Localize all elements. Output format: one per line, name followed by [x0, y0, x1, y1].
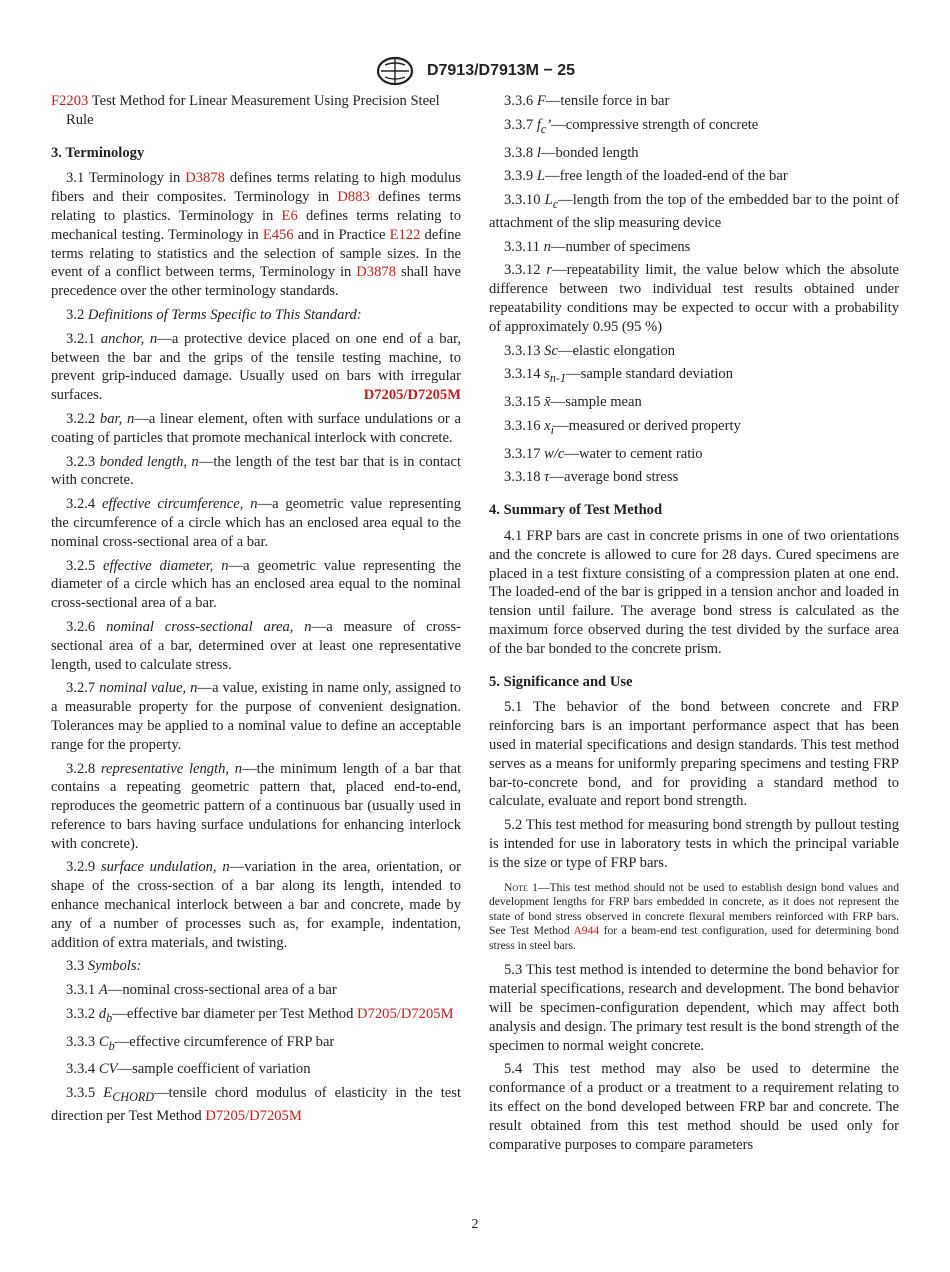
link-e122[interactable]: E122 [389, 226, 421, 243]
link-e6[interactable]: E6 [281, 207, 298, 224]
left-column [51, 92, 461, 1131]
para-3-2: 3.2 Definitions of Terms Specific to This Standard: [66, 306, 362, 323]
para-3-2-1: 3.2.1 anchor, n—a protective device placed on one end of a bar, between the bar and the grips of the tensile testing machine, to prevent grip-induced damage. Usually used on bars with irregular surfaces. D7205/D7205M [51, 330, 461, 404]
para-3-3: 3.3 Symbols: [66, 958, 142, 975]
symbol-3-3-17: 3.3.17 w/c—water to cement ratio [504, 445, 703, 462]
symbol-3-3-5: 3.3.5 $E_{CHORD}—tensile$ chord modulus of elasticity in the test direction per Test Method D7205/D7205M [51, 1085, 462, 1124]
symbol-3-3-12: 3.3.12 r—repeatability limit, the value below which the absolute difference between two individual test results obtained under repeatability conditions may be expected to occur with a probability of approximately 0.95 (95 %) [489, 262, 899, 335]
para-4-1: 4.1 FRP bars are cast in concrete prisms in one of two orientations and the concrete is allowed to cure for 28 days. Cured specimens are placed in a test fixture consisting of a compression platen at one end. The loaded-end of the bar is gripped in a tension anchor and loaded in tension until failure. The average bond stress is calculated as the maximum force observed during the test divided by the surface area of the bar bonded to the concrete prism. [489, 527, 899, 657]
para-3-1: 3.1 Terminology in D3878 defines terms relating to high modulus fibers and their composites. Terminology in D883 defines terms relating to plastics. Terminology in E6 defines terms relating to mechanical testing. Terminology in E456 and in Practice E122 define terms relating to statistics and the selection of sample sizes. In the event of a conflict between terms, Terminology in D3878 shall have precedence over the other terminology standards. [51, 170, 461, 300]
symbol-3-3-15: 3.3.15 x̄—sample mean [504, 394, 642, 411]
symbol-3-3-18: 3.3.18 τ—average bond stress [504, 469, 679, 486]
symbol-3-3-1: 3.3.1 A—nominal cross-sectional area of a bar [66, 982, 337, 999]
link-d7205-3[interactable]: D7205/D7205M [205, 1107, 302, 1124]
symbol-3-3-9: 3.3.9 L—free length of the loaded-end of the bar [504, 168, 788, 185]
para-3-2-8: 3.2.8 representative length, n—the minimum length of a bar that contains a repeating geometric pattern that, placed end-to-end, reproduces the geometric pattern of a continuous bar (usually used in reference to bars having surface undulations for enhancing interlock with concrete). [51, 760, 461, 852]
para-3-2-9: 3.2.9 surface undulation, n—variation in the area, orientation, or shape of the cross-section of a bar along its length, intended to enhance mechanical interlock between a bar and concrete, made by any of a number of processes such as, for example, indentation, addition of extra materials, and twisting. [51, 859, 462, 951]
link-d7205-2[interactable]: D7205/D7205M [357, 1006, 454, 1023]
symbol-3-3-6: 3.3.6 F—tensile force in bar [504, 93, 670, 109]
reference-text: Test Method for Linear Measurement Using Precision Steel Rule [66, 93, 440, 128]
link-d7205[interactable]: D7205/D7205M [363, 387, 461, 404]
para-3-2-4: 3.2.4 effective circumference, n—a geometric value representing the circumference of a circle which has an enclosed area equal to the nominal cross-sectional area of a bar. [51, 496, 461, 550]
document-designation: D7913/D7913M − 25 [426, 62, 576, 79]
symbol-3-3-3: 3.3.3 $C_b—effective$ circumference of FRP bar [66, 1033, 335, 1053]
para-5-2: 5.2 This test method for measuring bond strength by pullout testing is intended for use in laboratory tests in which the principal variable is the size or type of FRP bars. [489, 817, 899, 871]
section-5-title: 5. Significance and Use [489, 673, 633, 690]
link-d3878-2[interactable]: D3878 [356, 264, 396, 281]
symbol-3-3-13: 3.3.13 Sc—elastic elongation [504, 342, 676, 359]
link-d3878[interactable]: D3878 [185, 170, 225, 187]
para-5-3: 5.3 This test method is intended to determine the bond behavior for material specifications, research and development. The bond behavior will be specimen-configuration dependent, which may affect both analysis and design. The primary test result is the bond strength of the specimen to normal weight concrete. [489, 962, 899, 1054]
astm-logo-icon [375, 56, 415, 86]
symbol-3-3-2: 3.3.2 $d_b—effective$ bar diameter per Test Method D7205/D7205M [66, 1006, 454, 1025]
symbol-3-3-16: 3.3.16 $x_i—measured$ or derived property [504, 417, 741, 437]
para-5-1: 5.1 The behavior of the bond between concrete and FRP reinforcing bars is an important performance aspect that has been used in material specifications and design standards. This test method serves as a means for uniformly preparing specimens and testing FRP bar-to-concrete bond, and for providing a standard method to calculate, evaluate and report bond strength. [489, 699, 899, 810]
symbol-3-3-11: 3.3.11 n—number of specimens [504, 238, 691, 255]
note-1: Note 1—This test method should not be used to establish design bond values and development lengths for FRP bars embedded in concrete, as it does not represent the state of bond stress observed in concrete flexural members reinforced with FRP bars. See Test Method A944 for a beam-end test configuration, used for determining bond stress in steel bars. [489, 880, 900, 952]
link-f2203[interactable]: F2203 [51, 93, 89, 109]
page-header [0, 56, 950, 86]
symbol-3-3-4: 3.3.4 CV—sample coefficient of variation [66, 1061, 311, 1078]
page-number: 2 [471, 1217, 479, 1232]
symbol-3-3-10: 3.3.10 $L_c—length$ from the top of the embedded bar to the point of attachment of the slip measuring device [489, 192, 899, 231]
right-column [489, 92, 899, 1159]
section-4-title: 4. Summary of Test Method [489, 502, 663, 519]
link-a944[interactable]: A944 [573, 924, 600, 938]
symbol-3-3-14: 3.3.14 $s_{n-1}—sample$ standard deviation [504, 366, 734, 386]
para-3-2-3: 3.2.3 bonded length, n—the length of the test bar that is in contact with concrete. [51, 453, 461, 489]
para-3-2-5: 3.2.5 effective diameter, n—a geometric value representing the diameter of a circle which has an enclosed area equal to the nominal cross-sectional area of a bar. [51, 557, 461, 612]
para-3-2-7: 3.2.7 nominal value, n—a value, existing in name only, assigned to a measurable property for the purpose of convenient designation. Tolerances may be applied to a nominal value to define an acceptable range for the property. [51, 680, 461, 753]
symbol-3-3-7: 3.3.7 $f_c’—compressive$ strength of concrete [504, 116, 759, 136]
para-3-2-6: 3.2.6 nominal cross-sectional area, n—a measure of cross-sectional area of a bar, determined over at least one representative length, used to calculate stress. [51, 618, 461, 673]
reference-f2203 [51, 92, 461, 130]
section-3-title: 3. Terminology [51, 144, 145, 161]
link-d883[interactable]: D883 [337, 189, 370, 206]
para-5-4: 5.4 This test method may also be used to determine the conformance of a product or a treatment to a requirement relating to its effect on the bond developed between FRP bar and concrete. The result obtained from this test method should be used only for comparative purposes to compare parameters [489, 1061, 899, 1153]
symbol-3-3-8: 3.3.8 l—bonded length [504, 144, 639, 161]
para-3-2-2: 3.2.2 bar, n—a linear element, often with surface undulations or a coating of particles that promote mechanical interlock with concrete. [51, 410, 461, 446]
link-e456[interactable]: E456 [262, 226, 294, 243]
